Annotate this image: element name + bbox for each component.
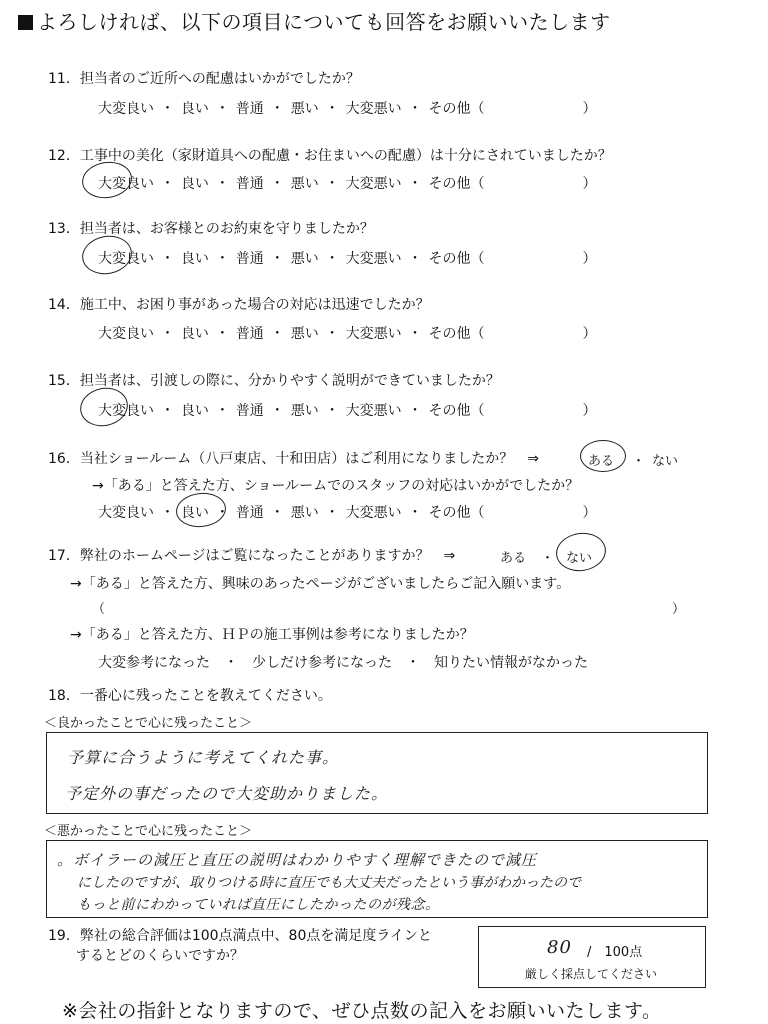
question-11: 11．担当者のご近所への配慮はいかがでしたか？: [48, 71, 360, 87]
bad-memory-line-2: にしたのですが、取りつける時に直圧でも大丈夫だったという事がわかったので: [77, 875, 581, 891]
answer-circle-mark: [554, 530, 609, 575]
good-memory-line-1: 予算に合うように考えてくれた事。: [67, 748, 340, 767]
answer-circle-mark: [77, 383, 132, 430]
question-14-options[interactable]: 大変良い ・ 良い ・ 普通 ・ 悪い ・ 大変悪い ・ その他（ ）: [98, 326, 597, 342]
q16-answer-yes[interactable]: ある: [588, 454, 615, 469]
good-memory-label: ＜良かったことで心に残ったこと＞: [44, 716, 253, 731]
question-19-line-2: するとどのくらいですか？: [76, 948, 244, 964]
question-13: 13．担当者は、お客様とのお約束を守りましたか？: [48, 221, 374, 237]
survey-section-header: よろしければ、以下の項目についても回答をお願いいたします: [18, 6, 611, 35]
score-answer-box[interactable]: [478, 926, 706, 988]
question-17-sub2-options[interactable]: 大変参考になった ・ 少しだけ参考になった ・ 知りたい情報がなかった: [98, 655, 588, 671]
q17-answer-yes[interactable]: ある: [500, 551, 527, 566]
answer-circle-mark: [174, 490, 227, 529]
q17-paren-close: ）: [672, 602, 686, 617]
question-12: 12．工事中の美化（家財道具への配慮・お住まいへの配慮）は十分にされていましたか？: [48, 148, 612, 164]
footer-note: ※会社の指針となりますので、ぜひ点数の記入をお願いいたします。: [62, 1000, 662, 1022]
good-memory-line-2: 予定外の事だったので大変助かりました。: [65, 784, 389, 803]
bad-memory-label: ＜悪かったことで心に残ったこと＞: [44, 824, 253, 839]
question-17-sub1: →「ある」と答えた方、興味のあったページがございましたらご記入願います。: [70, 576, 571, 592]
question-16: 16．当社ショールーム（八戸東店、十和田店）はご利用になりましたか？ ⇒: [48, 451, 539, 467]
question-13-options[interactable]: 大変良い ・ 良い ・ 普通 ・ 悪い ・ 大変悪い ・ その他（ ）: [98, 251, 597, 267]
score-value: 80: [547, 937, 572, 958]
score-max-label: / 100点: [587, 945, 643, 960]
question-17: 17．弊社のホームページはご覧になったことがありますか？ ⇒: [48, 548, 456, 564]
question-15: 15．担当者は、引渡しの際に、分かりやすく説明ができていましたか？: [48, 373, 500, 389]
q17-answer-no[interactable]: ない: [566, 551, 593, 566]
question-11-options[interactable]: 大変良い ・ 良い ・ 普通 ・ 悪い ・ 大変悪い ・ その他（ ）: [98, 101, 597, 117]
q16-answer-no[interactable]: ない: [652, 454, 679, 469]
answer-circle-mark: [79, 232, 135, 278]
question-18: 18．一番心に残ったことを教えてください。: [48, 688, 332, 704]
question-16-sub: →「ある」と答えた方、ショールームでのスタッフの対応はいかがでしたか？: [92, 478, 580, 494]
score-note: 厳しく採点してください: [525, 967, 658, 981]
bad-memory-answer-box[interactable]: [46, 840, 708, 918]
square-bullet-icon: [18, 15, 33, 30]
bad-memory-line-3: もっと前にわかっていれば直圧にしたかったのが残念。: [77, 897, 440, 913]
question-17-sub2: →「ある」と答えた方、ＨＰの施工事例は参考になりましたか？: [70, 627, 474, 643]
answer-circle-mark: [580, 440, 626, 472]
question-15-options[interactable]: 大変良い ・ 良い ・ 普通 ・ 悪い ・ 大変悪い ・ その他（ ）: [98, 403, 597, 419]
question-14: 14．施工中、お困り事があった場合の対応は迅速でしたか？: [48, 297, 430, 313]
good-memory-answer-box[interactable]: [46, 732, 708, 814]
answer-circle-mark: [80, 159, 135, 202]
question-12-options[interactable]: 大変良い ・ 良い ・ 普通 ・ 悪い ・ 大変悪い ・ その他（ ）: [98, 176, 597, 192]
bad-memory-line-1: 。ボイラーの減圧と直圧の説明はわかりやすく理解できたので減圧: [57, 851, 538, 869]
question-19-line-1: 19．弊社の総合評価は100点満点中、80点を満足度ラインと: [48, 928, 432, 944]
q17-separator: ・: [541, 551, 555, 566]
q16-separator: ・: [632, 454, 646, 469]
question-16-options[interactable]: 大変良い ・ 良い ・ 普通 ・ 悪い ・ 大変悪い ・ その他（ ）: [98, 505, 597, 521]
q17-paren-open: （: [92, 602, 106, 617]
